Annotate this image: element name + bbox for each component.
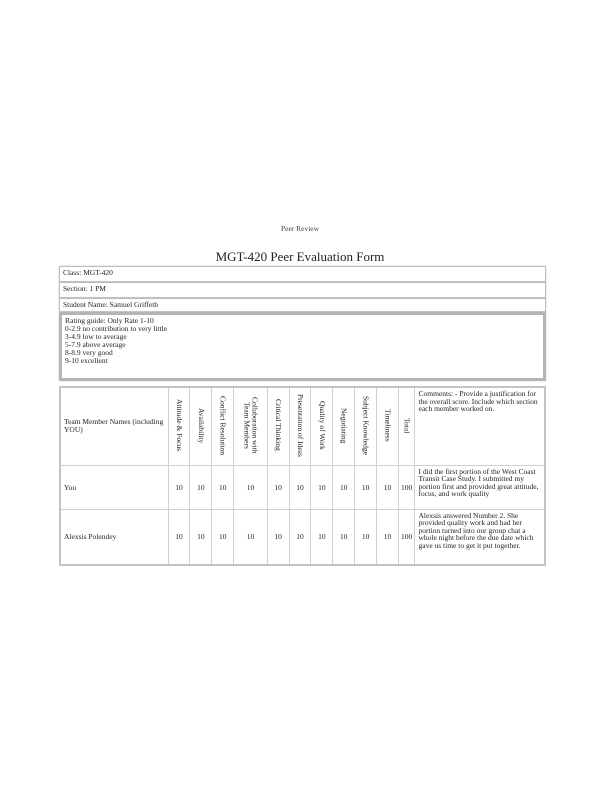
criterion-header — [267, 387, 289, 465]
table-row — [60, 509, 545, 565]
score-cell[interactable]: 10 — [168, 509, 190, 565]
rating-guide-title: Rating guide: Only Rate 1-10 — [65, 316, 154, 325]
rating-guide-line: 5-7.9 above average — [65, 340, 126, 349]
score-cell[interactable]: 10 — [212, 465, 234, 509]
criterion-label: Quality of Work — [317, 400, 327, 450]
score-cell[interactable]: 10 — [333, 465, 355, 509]
page-header: Peer Review — [280, 224, 320, 233]
score-cell[interactable]: 10 — [267, 465, 289, 509]
student-name-field[interactable] — [59, 298, 546, 312]
criterion-header — [377, 387, 399, 465]
rating-guide-box[interactable] — [59, 312, 546, 381]
criterion-label: Timeliness — [383, 408, 393, 442]
criterion-label: Critical Thinking — [274, 399, 284, 452]
score-cell[interactable]: 10 — [168, 465, 190, 509]
criterion-label: Collaboration with Team Members — [242, 397, 260, 454]
student-name-label: Student Name: Samuel Griffeth — [63, 300, 159, 309]
table-header-row — [60, 387, 545, 465]
member-name[interactable]: Alexsis Polendey — [60, 509, 168, 565]
comments-header: Comments: - Provide a justification for the overall score. Include which section each member worked on. — [415, 387, 545, 465]
score-cell[interactable]: 10 — [333, 509, 355, 565]
criterion-label: Presentation of Ideas — [296, 393, 305, 457]
form-title: MGT-420 Peer Evaluation Form — [215, 249, 385, 264]
rating-guide-line: 9-10 excellent — [65, 356, 108, 365]
score-cell[interactable]: 10 — [311, 465, 333, 509]
class-field[interactable] — [59, 266, 546, 282]
evaluation-table — [59, 386, 546, 566]
rating-guide-line: 0-2.9 no contribution to very little — [65, 324, 168, 333]
criterion-label: Conflict Resolution — [218, 395, 228, 455]
score-cell[interactable]: 10 — [234, 465, 268, 509]
score-cell[interactable]: 10 — [377, 509, 399, 565]
total-label: Total — [402, 417, 412, 433]
criterion-header — [168, 387, 190, 465]
criterion-header — [311, 387, 333, 465]
criterion-label: Negotiating — [339, 407, 349, 443]
score-cell[interactable]: 10 — [289, 465, 311, 509]
score-cell[interactable]: 10 — [234, 509, 268, 565]
member-name[interactable]: You — [60, 465, 168, 509]
section-field[interactable] — [59, 282, 546, 298]
criterion-header — [190, 387, 212, 465]
criterion-header — [333, 387, 355, 465]
class-label: Class: MGT-420 — [63, 268, 113, 277]
table-row — [60, 465, 545, 509]
criterion-header — [212, 387, 234, 465]
score-cell[interactable]: 10 — [355, 509, 377, 565]
score-cell[interactable]: 10 — [355, 465, 377, 509]
total-cell[interactable]: 100 — [398, 465, 415, 509]
criterion-header — [234, 387, 268, 465]
criterion-header — [355, 387, 377, 465]
score-cell[interactable]: 10 — [267, 509, 289, 565]
score-cell[interactable]: 10 — [190, 465, 212, 509]
section-label: Section: 1 PM — [63, 284, 106, 293]
score-cell[interactable]: 10 — [311, 509, 333, 565]
score-cell[interactable]: 10 — [190, 509, 212, 565]
name-column-header: Team Member Names (including YOU) — [60, 387, 168, 465]
total-cell[interactable]: 100 — [398, 509, 415, 565]
score-cell[interactable]: 10 — [377, 465, 399, 509]
rating-guide-line: 3-4.9 low to average — [65, 332, 127, 341]
rating-guide-line: 8-8.9 very good — [65, 348, 113, 357]
total-header — [398, 387, 415, 465]
score-cell[interactable]: 10 — [212, 509, 234, 565]
criterion-label: Availability — [196, 407, 206, 443]
score-cell[interactable]: 10 — [289, 509, 311, 565]
criterion-header — [289, 387, 311, 465]
comment-cell[interactable]: Alexsis answered Number 2. She provided quality work and had her portion turned into our group chat a whole night before the due date which gave us time to get it put together. — [415, 509, 545, 565]
comment-cell[interactable]: I did the first portion of the West Coast Transit Case Study. I submitted my portion first and provided great attitude, focus, and work quality — [415, 465, 545, 509]
criterion-label: Subject Knowledge — [361, 395, 371, 455]
criterion-label: Attitude & Focus — [175, 399, 185, 452]
